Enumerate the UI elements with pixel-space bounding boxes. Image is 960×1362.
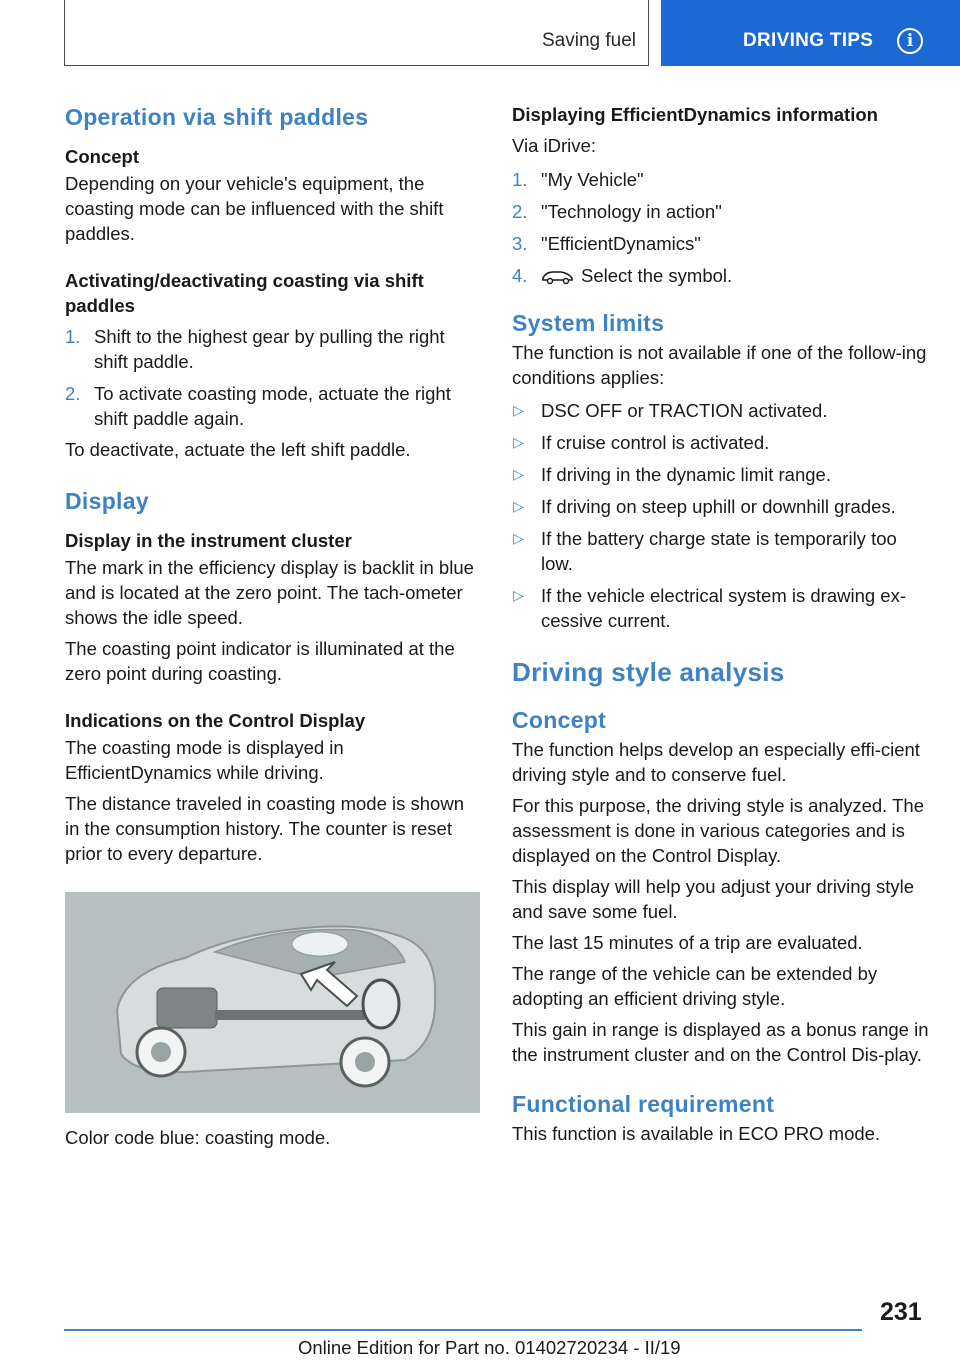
list-item xyxy=(512,199,930,224)
subheading-concept: Concept xyxy=(65,146,139,167)
step-text: "Technology in action" xyxy=(541,201,722,222)
page-number: 231 xyxy=(880,1298,922,1326)
left-column xyxy=(65,102,480,1150)
car-illustration-svg xyxy=(65,892,480,1113)
limit-text: If driving in the dynamic limit range. xyxy=(541,464,831,485)
step-text: "My Vehicle" xyxy=(541,169,644,190)
heading-driving-style-analysis: Driving style analysis xyxy=(512,657,785,687)
concept-para: The function helps develop an especially effi-cient driving style and to conserve fuel. xyxy=(512,739,920,785)
step-text: Select the symbol. xyxy=(581,265,733,286)
heading-display: Display xyxy=(65,488,149,514)
car-coasting-illustration xyxy=(65,892,480,1113)
step-number: 4. xyxy=(512,265,528,286)
instrument-text-1: The mark in the efficiency display is backlit in blue and is located at the zero point. The tach-ometer shows the idle speed. xyxy=(65,557,474,628)
concept-para: This gain in range is displayed as a bonus range in the instrument cluster and on the Control Dis-play. xyxy=(512,1019,929,1065)
concept-para: The last 15 minutes of a trip are evaluated. xyxy=(512,932,863,953)
subheading-efficientdynamics: Displaying EfficientDynamics information xyxy=(512,104,878,125)
concept-para: The range of the vehicle can be extended by adopting an efficient driving style. xyxy=(512,963,878,1009)
step-text: Shift to the highest gear by pulling the right shift paddle. xyxy=(94,326,445,372)
triangle-bullet-icon: ▷ xyxy=(513,434,524,450)
subheading-control-display: Indications on the Control Display xyxy=(65,710,366,731)
triangle-bullet-icon: ▷ xyxy=(513,587,524,603)
heading-concept: Concept xyxy=(512,707,607,733)
footer-divider xyxy=(64,1329,862,1331)
header-section-title: Saving fuel xyxy=(541,30,636,51)
list-item xyxy=(512,526,930,576)
triangle-bullet-icon: ▷ xyxy=(513,466,524,482)
instrument-text-2: The coasting point indicator is illuminated at the zero point during coasting. xyxy=(65,638,455,684)
list-item xyxy=(512,430,930,455)
header-tab-label: DRIVING TIPS xyxy=(743,30,874,51)
concept-para: For this purpose, the driving style is analyzed. The assessment is done in various categories and is displayed on the Control Display. xyxy=(512,795,925,866)
heading-system-limits: System limits xyxy=(512,310,665,336)
idrive-steps xyxy=(512,167,930,288)
header-section-box xyxy=(64,0,649,66)
activating-steps xyxy=(65,324,480,431)
info-icon[interactable]: i xyxy=(897,28,923,54)
efficientdynamics-car-icon xyxy=(541,267,575,285)
list-item xyxy=(512,398,930,423)
concept-para: This display will help you adjust your driving style and save some fuel. xyxy=(512,876,915,922)
functional-requirement-text: This function is available in ECO PRO mode. xyxy=(512,1123,881,1144)
subheading-instrument-cluster: Display in the instrument cluster xyxy=(65,530,352,551)
list-item xyxy=(512,263,930,288)
heading-shift-paddles: Operation via shift paddles xyxy=(65,104,369,130)
concept-text: Depending on your vehicle's equipment, the coasting mode can be influenced with the shift paddles. xyxy=(65,173,444,244)
list-item xyxy=(512,462,930,487)
figure-caption: Color code blue: coasting mode. xyxy=(65,1127,331,1148)
list-item xyxy=(65,324,480,374)
step-number: 1. xyxy=(512,169,528,190)
limit-text: DSC OFF or TRACTION activated. xyxy=(541,400,828,421)
step-text: To activate coasting mode, actuate the right shift paddle again. xyxy=(94,383,451,429)
list-item xyxy=(512,167,930,192)
header-tab[interactable] xyxy=(661,0,960,66)
limit-text: If driving on steep uphill or downhill grades. xyxy=(541,496,896,517)
limit-text: If the battery charge state is temporarily too low. xyxy=(541,528,897,574)
list-item xyxy=(512,231,930,256)
limits-list xyxy=(512,398,930,633)
step-text: "EfficientDynamics" xyxy=(541,233,701,254)
limits-intro: The function is not available if one of the follow-ing conditions applies: xyxy=(512,342,927,388)
step-number: 1. xyxy=(65,326,81,347)
limit-text: If the vehicle electrical system is drawing ex-cessive current. xyxy=(541,585,906,631)
triangle-bullet-icon: ▷ xyxy=(513,530,524,546)
subheading-activating: Activating/deactivating coasting via shift paddles xyxy=(65,270,424,316)
control-text-2: The distance traveled in coasting mode is shown in the consumption history. The counter is reset prior to every departure. xyxy=(65,793,464,864)
triangle-bullet-icon: ▷ xyxy=(513,498,524,514)
list-item xyxy=(512,583,930,633)
control-text-1: The coasting mode is displayed in EfficientDynamics while driving. xyxy=(65,737,344,783)
via-idrive: Via iDrive: xyxy=(512,135,596,156)
step-number: 3. xyxy=(512,233,528,254)
triangle-bullet-icon: ▷ xyxy=(513,402,524,418)
list-item xyxy=(65,381,480,431)
deactivate-text: To deactivate, actuate the left shift paddle. xyxy=(65,439,411,460)
right-column xyxy=(512,102,930,1146)
list-item xyxy=(512,494,930,519)
heading-functional-requirement: Functional requirement xyxy=(512,1091,775,1117)
step-number: 2. xyxy=(512,201,528,222)
limit-text: If cruise control is activated. xyxy=(541,432,770,453)
footer-edition: Online Edition for Part no. 01402720234 - II/19 xyxy=(298,1337,681,1358)
step-number: 2. xyxy=(65,383,81,404)
